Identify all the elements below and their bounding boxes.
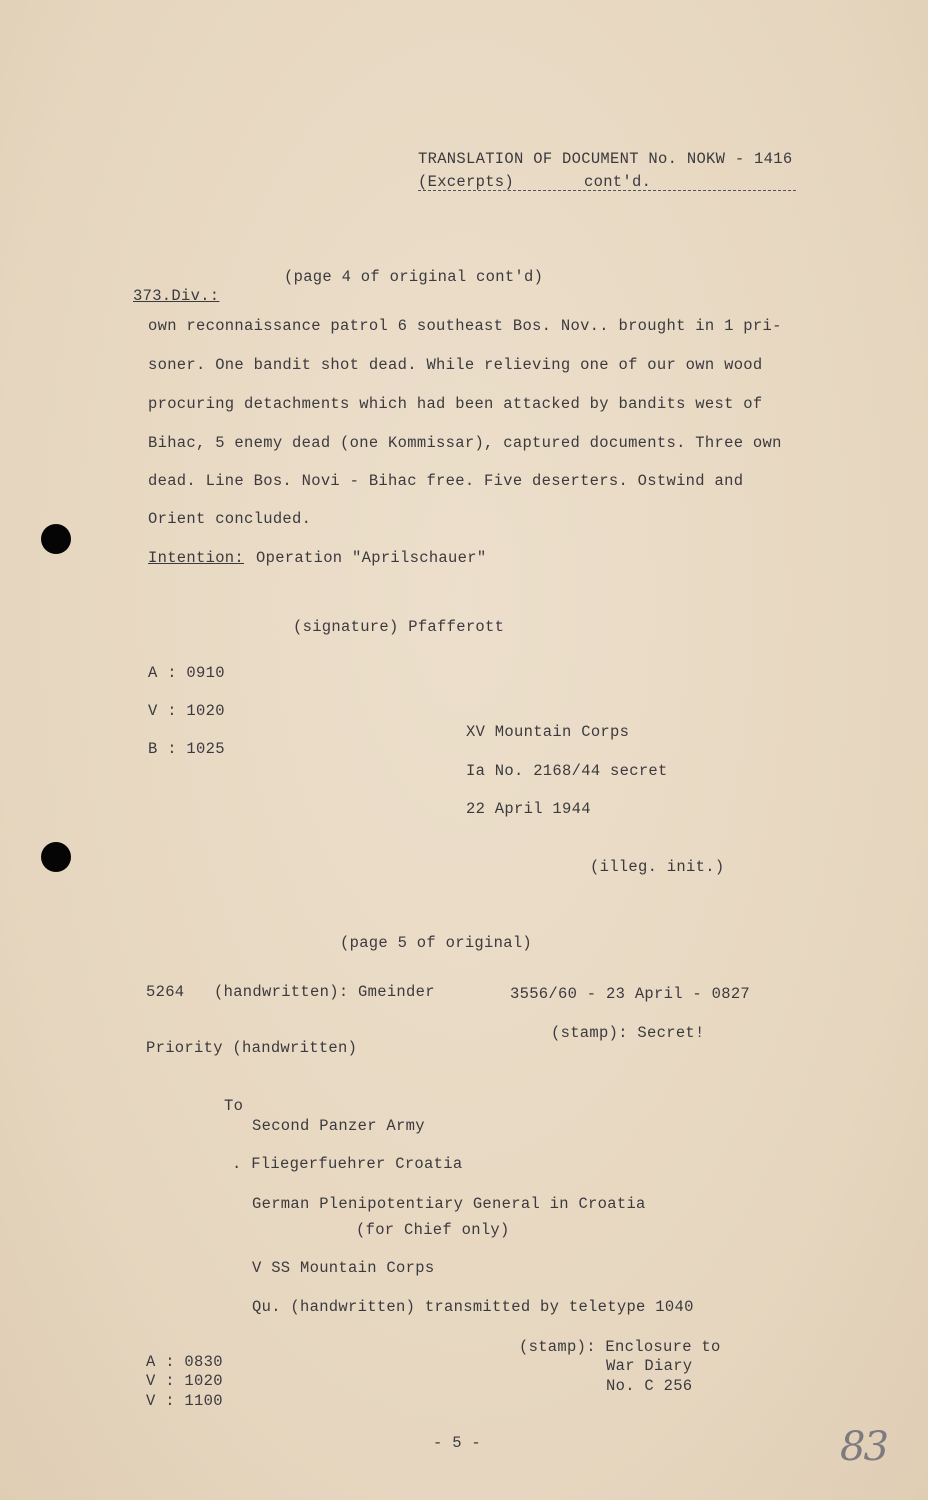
intention-label: Intention: xyxy=(148,549,245,567)
recipient-5: Qu. (handwritten) transmitted by teletype 1040 xyxy=(252,1298,694,1316)
intention-text: Operation "Aprilschauer" xyxy=(256,549,487,567)
illegible-initials: (illeg. init.) xyxy=(590,858,725,876)
priority-note: Priority (handwritten) xyxy=(146,1039,358,1057)
division-label: 373.Div.: xyxy=(133,287,220,305)
bottom-time-v1: V : 1020 xyxy=(146,1372,223,1390)
handwritten-name: (handwritten): Gmeinder xyxy=(214,983,435,1001)
recipient-4: V SS Mountain Corps xyxy=(252,1259,435,1277)
document-date: 22 April 1944 xyxy=(466,800,591,818)
body-line-4: Bihac, 5 enemy dead (one Kommissar), captured documents. Three own xyxy=(148,434,782,452)
handwritten-folio-number: 83 xyxy=(840,1424,887,1470)
body-line-5: dead. Line Bos. Novi - Bihac free. Five deserters. Ostwind and xyxy=(148,472,744,490)
time-a: A : 0910 xyxy=(148,664,225,682)
to-label: To xyxy=(224,1097,244,1115)
stamp-enclosure-line-1: (stamp): Enclosure to xyxy=(519,1338,721,1356)
page-number: - 5 - xyxy=(433,1434,482,1452)
reference-number: Ia No. 2168/44 secret xyxy=(466,762,668,780)
body-line-2: soner. One bandit shot dead. While relieving one of our own wood xyxy=(148,356,763,374)
excerpts-label: (Excerpts) xyxy=(418,173,515,191)
bottom-time-a: A : 0830 xyxy=(146,1353,223,1371)
bottom-time-v2: V : 1100 xyxy=(146,1392,223,1410)
document-title: TRANSLATION OF DOCUMENT No. NOKW - 1416 xyxy=(418,150,793,168)
body-line-3: procuring detachments which had been attacked by bandits west of xyxy=(148,395,763,413)
recipient-1: Second Panzer Army xyxy=(252,1117,425,1135)
signature-line: (signature) Pfafferott xyxy=(293,618,505,636)
time-b: B : 1025 xyxy=(148,740,225,758)
body-line-6: Orient concluded. xyxy=(148,510,312,528)
punch-hole-top xyxy=(41,524,71,554)
stamp-secret: (stamp): Secret! xyxy=(551,1024,705,1042)
recipient-3: German Plenipotentiary General in Croatia xyxy=(252,1195,646,1213)
message-reference: 3556/60 - 23 April - 0827 xyxy=(510,985,751,1003)
page-5-reference: (page 5 of original) xyxy=(340,934,533,952)
recipient-3-note: (for Chief only) xyxy=(356,1221,510,1239)
recipient-2: . Fliegerfuehrer Croatia xyxy=(232,1155,463,1173)
page-4-reference: (page 4 of original cont'd) xyxy=(284,268,544,286)
stamp-enclosure-line-2: War Diary xyxy=(606,1357,693,1375)
stamp-enclosure-line-3: No. C 256 xyxy=(606,1377,693,1395)
message-number: 5264 xyxy=(146,983,185,1001)
contd-label: cont'd. xyxy=(584,173,652,191)
punch-hole-bottom xyxy=(41,842,71,872)
corps-name: XV Mountain Corps xyxy=(466,723,630,741)
time-v: V : 1020 xyxy=(148,702,225,720)
body-line-1: own reconnaissance patrol 6 southeast Bos. Nov.. brought in 1 pri- xyxy=(148,317,782,335)
header-underline xyxy=(418,190,796,191)
